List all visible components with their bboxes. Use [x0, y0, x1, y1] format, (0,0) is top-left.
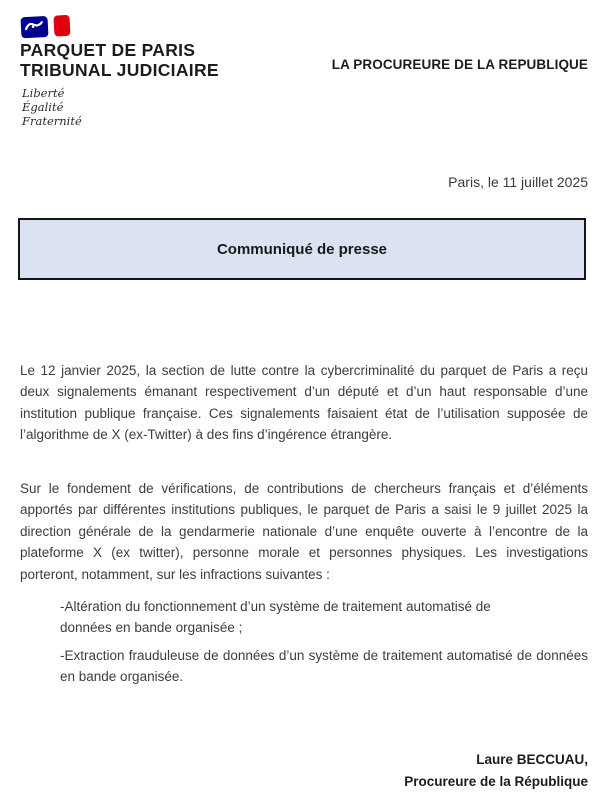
dateline: Paris, le 11 juillet 2025: [448, 174, 588, 190]
french-motto: [22, 86, 82, 128]
organization-name: [20, 41, 219, 80]
motto-fraternite: Fraternité: [22, 114, 82, 128]
infraction-item-2: -Extraction frauduleuse de données d’un système de traitement automatisé de données en bande organisée.: [60, 647, 588, 684]
body-paragraph-2: Sur le fondement de vérifications, de contributions de chercheurs français et d’éléments apportés par différentes institutions publiques, le parquet de Paris a saisi le 9 juillet 2025 la direction générale de la gendarmerie nationale d’une enquête ouverte à l’encontre de la plateforme X (ex twitter), personne morale et personnes physiques. Les investigations porteront, notamment, sur les infractions suivantes :: [20, 480, 588, 582]
republique-francaise-flag-icon: [20, 13, 74, 41]
organization-name-line2: TRIBUNAL JUDICIAIRE: [20, 59, 219, 80]
body-paragraph-1: Le 12 janvier 2025, la section de lutte contre la cybercriminalité du parquet de Paris a reçu deux signalements émanant respectivement d’un député et d’un haut responsable d’une institution publique française. Ces signalements faisaient état de l’utilisation supposée de l’algorithme de X (ex-Twitter) à des fins d’ingérence étrangère.: [20, 362, 588, 442]
infraction-item-1: -Altération du fonctionnement d’un système de traitement automatisé de données en bande organisée ;: [60, 598, 491, 635]
signature-role: Procureure de la République: [404, 774, 588, 789]
motto-egalite: Égalité: [22, 100, 64, 114]
signature-name: Laure BECCUAU,: [476, 752, 588, 767]
organization-name-line1: PARQUET DE PARIS: [20, 40, 196, 60]
press-release-banner: [18, 218, 586, 280]
issuer-title: LA PROCUREURE DE LA REPUBLIQUE: [331, 57, 588, 72]
signature-block: [404, 749, 588, 793]
motto-liberte: Liberté: [22, 86, 65, 100]
banner-title: Communiqué de presse: [216, 240, 388, 258]
